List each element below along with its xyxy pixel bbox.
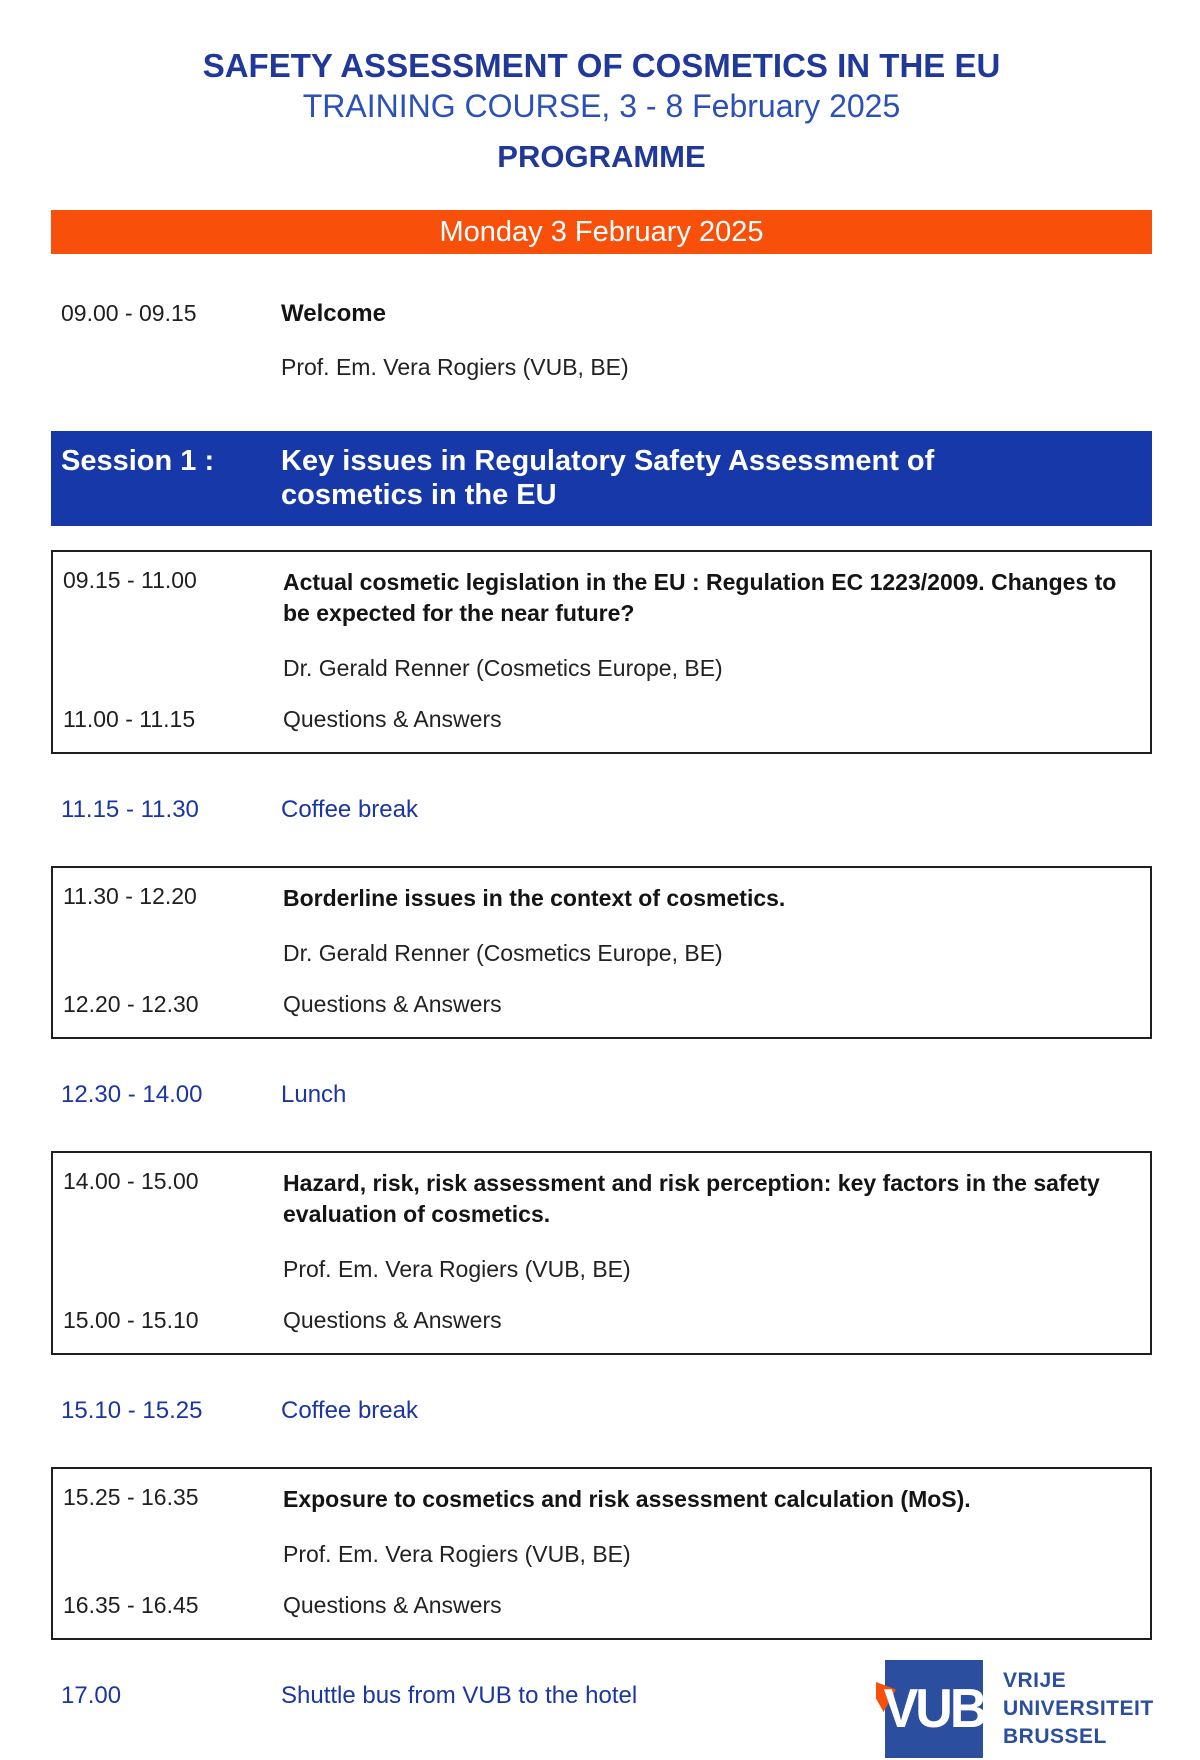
welcome-row <box>51 300 1152 328</box>
vub-logo-mark <box>885 1660 983 1758</box>
vub-wordmark-line: VRIJE <box>1003 1669 1067 1692</box>
speaker-row <box>63 940 1134 967</box>
document-header <box>51 0 1152 176</box>
session-banner <box>51 431 1152 526</box>
shuttle-label: Shuttle bus from VUB to the hotel <box>281 1682 638 1709</box>
lecture-time: 09.15 - 11.00 <box>63 567 197 593</box>
lecture-time: 15.25 - 16.35 <box>63 1484 199 1510</box>
break-time: 11.15 - 11.30 <box>61 796 199 823</box>
lecture-row <box>63 1168 1134 1230</box>
course-subtitle: TRAINING COURSE, 3 - 8 February 2025 <box>302 88 901 124</box>
speaker-row <box>63 1541 1134 1568</box>
break-time: 12.30 - 14.00 <box>61 1081 203 1108</box>
speaker-row <box>63 655 1134 682</box>
lecture-title: Exposure to cosmetics and risk assessment calculation (MoS). <box>283 1486 971 1512</box>
vub-acronym: VUB <box>883 1678 985 1740</box>
qa-time: 15.00 - 15.10 <box>63 1307 199 1333</box>
qa-label: Questions & Answers <box>283 991 502 1017</box>
break-time: 15.10 - 15.25 <box>61 1397 203 1424</box>
lecture-speaker: Dr. Gerald Renner (Cosmetics Europe, BE) <box>283 940 723 966</box>
welcome-speaker-row <box>51 354 1152 381</box>
session-title: Key issues in Regulatory Safety Assessment of cosmetics in the EU <box>281 445 935 511</box>
welcome-title: Welcome <box>281 300 386 327</box>
lecture-title: Hazard, risk, risk assessment and risk perception: key factors in the safety evaluation of cosmetics. <box>283 1170 1100 1227</box>
qa-row <box>63 706 1134 733</box>
break-label: Lunch <box>281 1081 347 1108</box>
lecture-speaker: Prof. Em. Vera Rogiers (VUB, BE) <box>283 1541 631 1567</box>
qa-time: 16.35 - 16.45 <box>63 1592 199 1618</box>
vub-wordmark-line: UNIVERSITEIT <box>1003 1697 1154 1720</box>
lecture-time: 11.30 - 12.20 <box>63 883 197 909</box>
qa-row <box>63 1592 1134 1619</box>
lecture-title: Actual cosmetic legislation in the EU : Regulation EC 1223/2009. Changes to be expected for the near future? <box>283 569 1117 626</box>
schedule-block-2 <box>51 866 1152 1039</box>
qa-label: Questions & Answers <box>283 1307 502 1333</box>
vub-wordmark <box>1003 1667 1154 1751</box>
qa-label: Questions & Answers <box>283 706 502 732</box>
break-label: Coffee break <box>281 796 418 823</box>
break-label: Coffee break <box>281 1397 418 1424</box>
qa-time: 12.20 - 12.30 <box>63 991 199 1017</box>
speaker-row <box>63 1256 1134 1283</box>
vub-wordmark-line: BRUSSEL <box>1003 1725 1107 1748</box>
day-banner: Monday 3 February 2025 <box>51 210 1152 254</box>
lecture-speaker: Prof. Em. Vera Rogiers (VUB, BE) <box>283 1256 631 1282</box>
session-label: Session 1 : <box>61 445 215 477</box>
vub-logo <box>885 1660 1154 1758</box>
welcome-speaker: Prof. Em. Vera Rogiers (VUB, BE) <box>281 354 629 380</box>
lecture-time: 14.00 - 15.00 <box>63 1168 199 1194</box>
lecture-row <box>63 567 1134 629</box>
programme-document <box>51 0 1152 1710</box>
welcome-section <box>51 300 1152 381</box>
welcome-time: 09.00 - 09.15 <box>61 300 197 326</box>
qa-label: Questions & Answers <box>283 1592 502 1618</box>
lunch-row <box>51 1081 1152 1109</box>
coffee-break-row-1 <box>51 796 1152 824</box>
lecture-row <box>63 1484 1134 1515</box>
qa-row <box>63 991 1134 1018</box>
lecture-speaker: Dr. Gerald Renner (Cosmetics Europe, BE) <box>283 655 723 681</box>
lecture-title: Borderline issues in the context of cosmetics. <box>283 885 786 911</box>
schedule-block-4 <box>51 1467 1152 1640</box>
shuttle-time: 17.00 <box>61 1682 122 1709</box>
coffee-break-row-2 <box>51 1397 1152 1425</box>
course-title: SAFETY ASSESSMENT OF COSMETICS IN THE EU <box>202 47 1001 84</box>
schedule-block-1 <box>51 550 1152 754</box>
qa-row <box>63 1307 1134 1334</box>
programme-heading: PROGRAMME <box>497 139 706 174</box>
lecture-row <box>63 883 1134 914</box>
schedule-block-3 <box>51 1151 1152 1355</box>
qa-time: 11.00 - 11.15 <box>63 706 196 732</box>
